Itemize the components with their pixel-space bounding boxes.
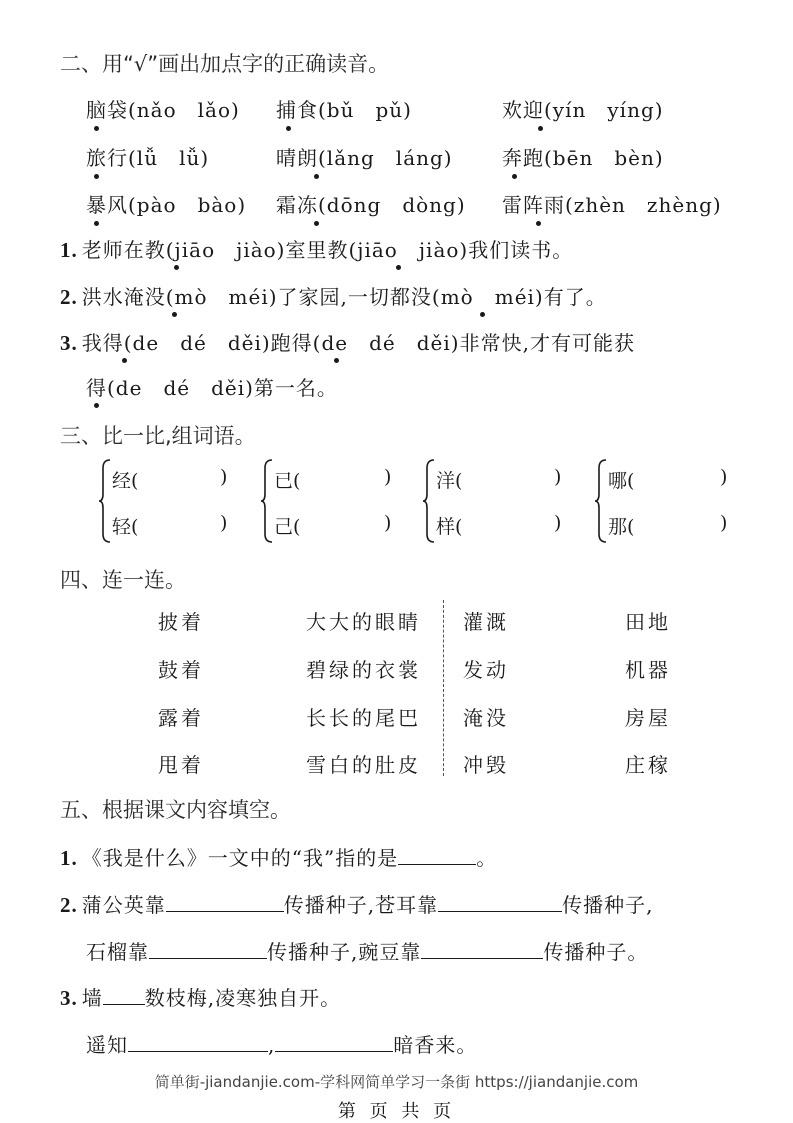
question-number: 3. [60, 986, 78, 1010]
question-text: 传播种子, [562, 893, 654, 917]
pinyin-item: 暴风(pào bào) [86, 193, 247, 217]
answer-paren: ) [554, 466, 562, 488]
pinyin-item: 霜冻(dōng dòng) [276, 193, 466, 217]
question-3 [60, 327, 635, 356]
pinyin-item: 雷阵雨(zhèn zhèng) [502, 193, 722, 217]
connect-item-right[interactable]: 发动 [463, 658, 509, 682]
pinyin-item: 脑袋(nǎo lǎo) [86, 98, 240, 122]
answer-blank[interactable] [421, 938, 543, 959]
fill-question-2 [60, 889, 653, 918]
connect-item-right-match[interactable]: 庄稼 [625, 753, 671, 777]
pinyin-item: 捕食(bǔ pǔ) [276, 98, 412, 122]
emphasis-dot [396, 265, 401, 270]
answer-paren: ) [384, 466, 392, 488]
answer-paren: ) [720, 466, 728, 488]
pinyin-item: 旅行(lǚ lǚ) [86, 146, 210, 170]
pinyin-item: 欢迎(yín yíng) [502, 98, 664, 122]
connect-item-left[interactable]: 甩着 [158, 753, 204, 777]
connect-item-left[interactable]: 鼓着 [158, 658, 204, 682]
emphasis-dot [174, 265, 179, 270]
compare-group [594, 458, 754, 544]
emphasis-dot [334, 358, 339, 363]
question-text: 墙 [81, 986, 103, 1010]
question-text: 遥知 [86, 1033, 128, 1057]
compare-word-b: 己( [274, 516, 301, 538]
connect-item-left[interactable]: 披着 [158, 610, 204, 634]
compare-word-a: 已( [274, 470, 301, 492]
compare-group [422, 458, 582, 544]
fill-question-2-continued [86, 936, 648, 965]
brace-icon [260, 458, 274, 544]
question-text: 暗香来。 [393, 1033, 478, 1057]
emphasis-dot [94, 174, 99, 179]
answer-blank[interactable] [275, 1031, 393, 1052]
emphasis-dot [122, 358, 127, 363]
answer-blank[interactable] [166, 891, 284, 912]
question-text: 传播种子。 [543, 940, 649, 964]
compare-group [260, 458, 420, 544]
question-text: 。 [476, 846, 498, 870]
question-1 [60, 234, 573, 263]
answer-blank[interactable] [149, 938, 267, 959]
emphasis-dot [536, 221, 541, 226]
compare-word-b: 样( [436, 516, 463, 538]
answer-paren: ) [220, 466, 228, 488]
fill-question-3 [60, 982, 341, 1011]
compare-word-a: 哪( [608, 470, 635, 492]
emphasis-dot [314, 221, 319, 226]
answer-blank[interactable] [438, 891, 562, 912]
question-text: 《我是什么》一文中的“我”指的是 [81, 846, 399, 870]
question-text: , [268, 1033, 276, 1057]
question-number: 1. [60, 238, 78, 262]
connect-item-right-match[interactable]: 机器 [625, 658, 671, 682]
column-divider [443, 600, 444, 776]
answer-blank[interactable] [128, 1031, 268, 1052]
question-text: 我得(de dé děi)跑得(de dé děi)非常快,才有可能获 [81, 331, 635, 355]
compare-word-b: 轻( [112, 516, 139, 538]
emphasis-dot [172, 312, 177, 317]
connect-item-right-match[interactable]: 房屋 [625, 706, 671, 730]
section-4-title: 四、连一连。 [60, 568, 186, 592]
question-2 [60, 281, 607, 310]
emphasis-dot [480, 312, 485, 317]
question-number: 1. [60, 846, 78, 870]
question-text: 洪水淹没(mò méi)了家园,一切都没(mò méi)有了。 [81, 285, 607, 309]
question-text: 数枝梅,凌寒独自开。 [144, 986, 342, 1010]
connect-item-left-match[interactable]: 碧绿的衣裳 [306, 658, 421, 682]
question-text: 传播种子,豌豆靠 [267, 940, 422, 964]
question-text: 蒲公英靠 [81, 893, 166, 917]
question-text: 老师在教(jiāo jiào)室里教(jiāo jiào)我们读书。 [81, 238, 574, 262]
section-2-title: 二、用“√”画出加点字的正确读音。 [60, 52, 390, 76]
answer-paren: ) [720, 512, 728, 534]
emphasis-dot [314, 174, 319, 179]
compare-group [98, 458, 258, 544]
question-text: 传播种子,苍耳靠 [283, 893, 439, 917]
question-text: 石榴靠 [86, 940, 149, 964]
answer-paren: ) [220, 512, 228, 534]
connect-item-left-match[interactable]: 大大的眼睛 [306, 610, 421, 634]
emphasis-dot [94, 221, 99, 226]
section-3-title: 三、比一比,组词语。 [60, 424, 256, 448]
watermark-footer: 简单街-jiandanjie.com-学科网简单学习一条街 https://jiandanjie.com [154, 1073, 639, 1091]
emphasis-dot [538, 126, 543, 131]
brace-icon [594, 458, 608, 544]
brace-icon [98, 458, 112, 544]
answer-blank[interactable] [398, 844, 476, 865]
pinyin-item: 奔跑(bēn bèn) [502, 146, 664, 170]
emphasis-dot [512, 174, 517, 179]
compare-word-a: 洋( [436, 470, 463, 492]
connect-item-left[interactable]: 露着 [158, 706, 204, 730]
question-number: 3. [60, 331, 78, 355]
page-number: 第 页 共 页 [337, 1101, 456, 1122]
compare-word-a: 经( [112, 470, 139, 492]
connect-item-left-match[interactable]: 长长的尾巴 [306, 706, 421, 730]
section-5-title: 五、根据课文内容填空。 [60, 798, 291, 822]
connect-item-right-match[interactable]: 田地 [625, 610, 671, 634]
fill-question-1 [60, 842, 497, 871]
pinyin-item: 晴朗(lǎng láng) [276, 146, 453, 170]
connect-item-right[interactable]: 灌溉 [463, 610, 509, 634]
question-3-continued: 得(de dé děi)第一名。 [86, 376, 338, 400]
answer-blank[interactable] [103, 984, 145, 1005]
brace-icon [422, 458, 436, 544]
fill-question-3-continued [86, 1029, 477, 1058]
emphasis-dot [94, 126, 99, 131]
connect-item-left-match[interactable]: 雪白的肚皮 [306, 753, 421, 777]
compare-word-b: 那( [608, 516, 635, 538]
emphasis-dot [94, 403, 99, 408]
connect-item-right[interactable]: 冲毁 [463, 753, 509, 777]
emphasis-dot [286, 126, 291, 131]
connect-item-right[interactable]: 淹没 [463, 706, 509, 730]
question-number: 2. [60, 893, 78, 917]
answer-paren: ) [384, 512, 392, 534]
answer-paren: ) [554, 512, 562, 534]
question-number: 2. [60, 285, 78, 309]
